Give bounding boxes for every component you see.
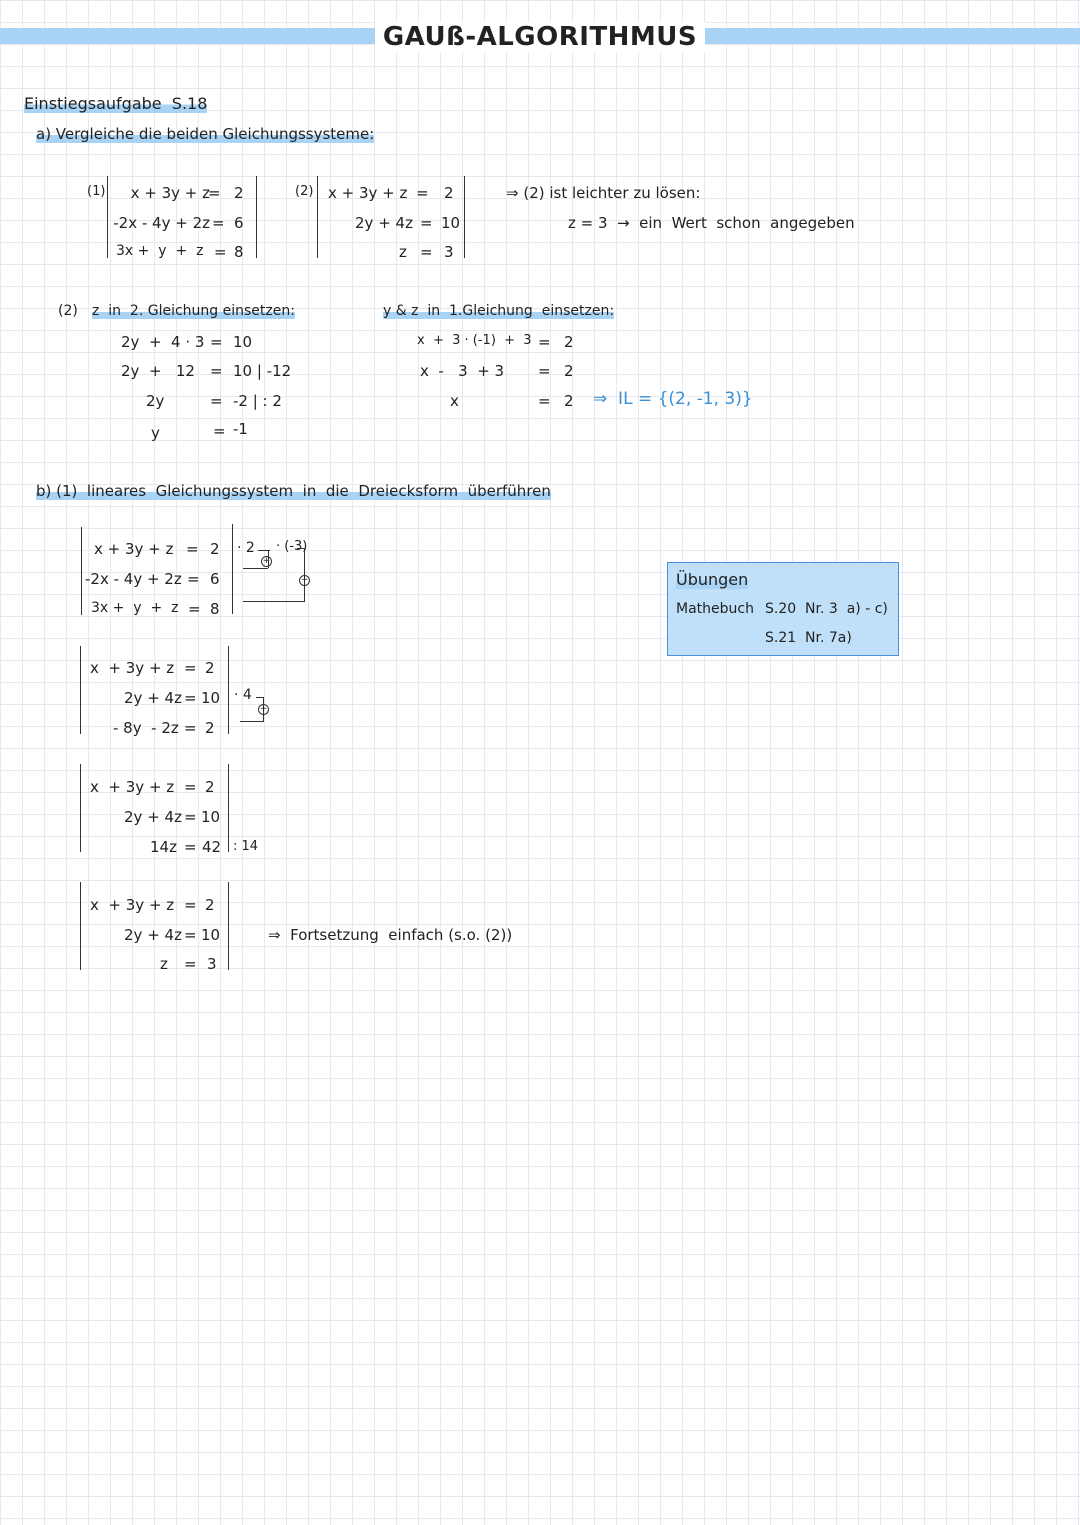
sys1-row3-rhs: 8: [234, 243, 244, 261]
step1-row2-rhs: 6: [210, 570, 220, 588]
section-heading: Einstiegsaufgabe S.18: [24, 94, 208, 113]
system-2-left-bar: [317, 176, 318, 258]
sys1-row2-rhs: 6: [234, 214, 244, 232]
solve-left-row3-eq: =: [210, 392, 223, 410]
step3-right-bar: [228, 764, 229, 852]
part-b-instruction: b) (1) lineares Gleichungssystem in die Dreiecksform überführen: [36, 482, 551, 500]
step3-left-bar: [80, 764, 81, 852]
sys2-row3-lhs: z: [399, 243, 407, 261]
step2-row3-lhs: - 8y - 2z: [113, 719, 179, 737]
sys1-row3-eq: =: [214, 243, 227, 261]
solve-left-row1-eq: =: [210, 333, 223, 351]
continuation-note: ⇒ Fortsetzung einfach (s.o. (2)): [268, 926, 513, 944]
step1-plus-sign-2: +: [300, 575, 309, 585]
solve-right-row3-rhs: 2: [564, 392, 574, 410]
solve-right-row3-lhs: x: [450, 392, 459, 410]
step4-row1-rhs: 2: [205, 896, 215, 914]
part-a-conclusion: ⇒ (2) ist leichter zu lösen:: [506, 184, 701, 202]
step1-bracket2-bottom: [243, 601, 305, 602]
step2-plus-sign: +: [259, 704, 268, 714]
step2-multiplier-4: · 4: [234, 687, 252, 703]
step2-right-bar: [228, 646, 229, 734]
solve-label: (2): [58, 303, 78, 319]
step1-bracket1-bottom: [243, 568, 268, 569]
system-1-right-bar: [256, 176, 257, 258]
step2-row1-lhs: x + 3y + z: [90, 659, 175, 677]
sys2-row3-rhs: 3: [444, 243, 454, 261]
step4-row2-lhs: 2y + 4z: [124, 926, 182, 944]
part-a-conclusion-detail: z = 3 → ein Wert schon angegeben: [568, 214, 855, 232]
step3-row1-lhs: x + 3y + z: [90, 778, 175, 796]
sys1-row1-eq: =: [208, 184, 221, 202]
solve-left-row1-rhs: 10: [233, 333, 253, 351]
step4-row1-eq: =: [184, 896, 197, 914]
solve-right-heading: y & z in 1.Gleichung einsetzen:: [383, 303, 615, 319]
sys2-row1-lhs: x + 3y + z: [328, 184, 408, 202]
exercises-book: Mathebuch: [676, 601, 754, 617]
solve-right-row2-rhs: 2: [564, 362, 574, 380]
solve-left-row1-lhs: 2y + 4 · 3: [121, 333, 205, 351]
sys2-row1-eq: =: [416, 184, 429, 202]
solve-left-row3-lhs: 2y: [146, 392, 165, 410]
sys1-row2-eq: =: [212, 214, 225, 232]
step1-row2-eq: =: [187, 570, 200, 588]
step4-right-bar: [228, 882, 229, 970]
exercises-title: Übungen: [676, 570, 749, 589]
step1-plus-sign-1: +: [262, 556, 271, 566]
part-a-instruction: a) Vergleiche die beiden Gleichungssysteme:: [36, 125, 375, 143]
step3-row1-eq: =: [184, 778, 197, 796]
solve-right-row3-eq: =: [538, 392, 551, 410]
step1-row3-rhs: 8: [210, 600, 220, 618]
solve-right-row1-rhs: 2: [564, 333, 574, 351]
solve-right-row1-eq: =: [538, 333, 551, 351]
step1-multiplier-minus3: · (-3): [276, 539, 308, 554]
step3-row3-lhs: 14z: [150, 838, 177, 856]
sys2-row2-rhs: 10: [441, 214, 461, 232]
system-1-label: (1): [87, 184, 106, 199]
step2-row1-rhs: 2: [205, 659, 215, 677]
step4-row2-rhs: 10: [201, 926, 221, 944]
step4-row1-lhs: x + 3y + z: [90, 896, 175, 914]
step2-row2-eq: =: [184, 689, 197, 707]
system-1-left-bar: [107, 176, 108, 258]
exercises-task-2: S.21 Nr. 7a): [765, 630, 852, 646]
step1-row1-rhs: 2: [210, 540, 220, 558]
step4-row3-lhs: z: [160, 955, 168, 973]
system-2-right-bar: [464, 176, 465, 258]
solve-left-row2-lhs: 2y + 12: [121, 362, 195, 380]
step1-row2-lhs: -2x - 4y + 2z: [85, 570, 182, 588]
sys2-row1-rhs: 2: [444, 184, 454, 202]
step2-row3-eq: =: [184, 719, 197, 737]
step3-row3-eq: =: [184, 838, 197, 856]
sys1-row2-lhs: -2x - 4y + 2z: [113, 214, 210, 232]
step2-bracket-bottom: [240, 721, 264, 722]
step1-row1-eq: =: [186, 540, 199, 558]
sys2-row3-eq: =: [420, 243, 433, 261]
solve-left-row2-eq: =: [210, 362, 223, 380]
step2-row2-rhs: 10: [201, 689, 221, 707]
sys2-row2-lhs: 2y + 4z: [355, 214, 413, 232]
step1-left-bar: [81, 527, 82, 615]
solve-right-row2-eq: =: [538, 362, 551, 380]
sys1-row1-rhs: 2: [234, 184, 244, 202]
step4-row3-eq: =: [184, 955, 197, 973]
step1-multiplier-2: · 2: [237, 540, 255, 556]
step3-row2-rhs: 10: [201, 808, 221, 826]
step3-row1-rhs: 2: [205, 778, 215, 796]
step3-divisor: : 14: [233, 839, 259, 854]
step4-row3-rhs: 3: [207, 955, 217, 973]
solve-left-row4-lhs: y: [151, 424, 160, 442]
solve-left-row3-rhs: -2 | : 2: [233, 392, 282, 410]
solution-set: ⇒ IL = {(2, -1, 3)}: [593, 389, 753, 409]
sys1-row1-lhs: x + 3y + z: [130, 184, 210, 202]
step4-left-bar: [80, 882, 81, 970]
solve-left-heading: z in 2. Gleichung einsetzen:: [92, 303, 295, 319]
system-2-label: (2): [295, 184, 314, 199]
step1-row1-lhs: x + 3y + z: [94, 540, 174, 558]
solve-right-row2-lhs: x - 3 + 3: [420, 362, 505, 380]
step2-row2-lhs: 2y + 4z: [124, 689, 182, 707]
solve-left-row2-rhs: 10 | -12: [233, 362, 292, 380]
page-title: GAUß-ALGORITHMUS: [0, 22, 1080, 52]
step2-left-bar: [80, 646, 81, 734]
step1-right-bar: [232, 524, 233, 614]
solve-left-row4-rhs: -1: [233, 420, 248, 438]
step2-row3-rhs: 2: [205, 719, 215, 737]
step4-row2-eq: =: [184, 926, 197, 944]
solve-left-row4-eq: =: [213, 422, 226, 440]
step1-row3-eq: =: [188, 600, 201, 618]
step2-row1-eq: =: [184, 659, 197, 677]
step3-row3-rhs: 42: [202, 838, 222, 856]
step1-row3-lhs: 3x + y + z: [91, 600, 179, 616]
step3-row2-eq: =: [184, 808, 197, 826]
step3-row2-lhs: 2y + 4z: [124, 808, 182, 826]
sys2-row2-eq: =: [420, 214, 433, 232]
sys1-row3-lhs: 3x + y + z: [116, 243, 204, 259]
exercises-task-1: S.20 Nr. 3 a) - c): [765, 601, 888, 617]
solve-right-row1-lhs: x + 3 · (-1) + 3: [417, 333, 532, 348]
